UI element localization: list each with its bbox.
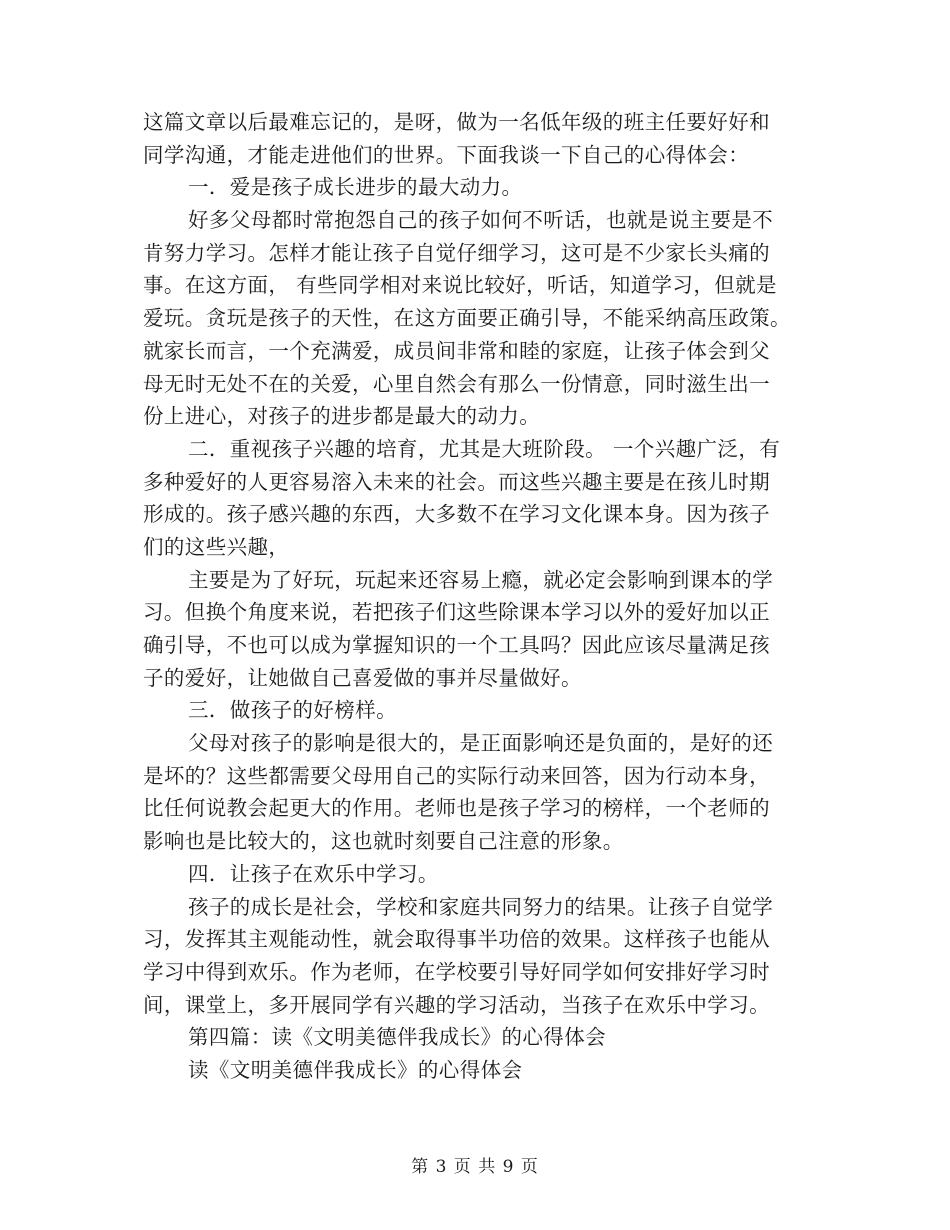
page-number-footer: 第 3 页 共 9 页 <box>411 1157 539 1177</box>
text-line: 习，发挥其主观能动性，就会取得事半功倍的效果。这样孩子也能从 <box>143 927 770 952</box>
text-line: 好多父母都时常抱怨自己的孩子如何不听话，也就是说主要是不 <box>188 208 774 233</box>
text-line: 习。但换个角度来说，若把孩子们这些除课本学习以外的爱好加以正 <box>143 600 770 625</box>
text-line: 一．爱是孩子成长进步的最大动力。 <box>188 175 523 200</box>
text-line: 三．做孩子的好榜样。 <box>188 698 397 723</box>
text-line: 形成的。孩子感兴趣的东西，大多数不在学习文化课本身。因为孩子 <box>143 502 770 527</box>
text-line: 确引导，不也可以成为掌握知识的一个工具吗？因此应该尽量满足孩 <box>143 633 770 657</box>
text-line: 比任何说教会起更大的作用。老师也是孩子学习的榜样，一个老师的 <box>143 796 770 821</box>
text-line: 二．重视孩子兴趣的培育，尤其是大班阶段。 一个兴趣广泛，有 <box>188 436 781 461</box>
text-line: 学习中得到欢乐。作为老师，在学校要引导好同学如何安排好学习时 <box>143 959 770 984</box>
text-line: 就家长而言，一个充满爱，成员间非常和睦的家庭，让孩子体会到父 <box>143 338 770 363</box>
text-line: 父母对孩子的影响是很大的，是正面影响还是负面的，是好的还 <box>188 731 774 756</box>
text-line: 主要是为了好玩，玩起来还容易上瘾，就必定会影响到课本的学 <box>188 567 774 592</box>
text-line: 事。在这方面， 有些同学相对来说比较好，听话，知道学习，但就是 <box>143 273 777 298</box>
text-line: 四．让孩子在欢乐中学习。 <box>188 861 439 886</box>
text-line: 这篇文章以后最难忘记的，是呀，做为一名低年级的班主任要好好和 <box>143 110 770 134</box>
text-line: 肯努力学习。怎样才能让孩子自觉仔细学习，这可是不少家长头痛的 <box>143 240 770 265</box>
text-line: 是坏的？这些都需要父母用自己的实际行动来回答，因为行动本身， <box>143 763 770 788</box>
text-line: 读《文明美德伴我成长》的心得体会 <box>188 1057 523 1082</box>
text-line: 孩子的成长是社会，学校和家庭共同努力的结果。让孩子自觉学 <box>188 894 774 919</box>
text-line: 份上进心，对孩子的进步都是最大的动力。 <box>143 404 541 429</box>
text-line: 子的爱好，让她做自己喜爱做的事并尽量做好。 <box>143 665 582 690</box>
text-line: 爱玩。贪玩是孩子的天性，在这方面要正确引导，不能采纳高压政策。 <box>143 306 791 331</box>
text-line: 母无时无处不在的关爱，心里自然会有那么一份情意，同时滋生出一 <box>143 371 770 396</box>
document-body <box>143 106 811 1087</box>
text-line: 第四篇：读《文明美德伴我成长》的心得体会 <box>188 1025 606 1050</box>
text-line: 影响也是比较大的，这也就时刻要自己注意的形象。 <box>143 829 624 854</box>
text-line: 多种爱好的人更容易溶入未来的社会。而这些兴趣主要是在孩儿时期 <box>143 469 770 494</box>
text-line: 间，课堂上，多开展同学有兴趣的学习活动，当孩子在欢乐中学习。 <box>143 992 770 1017</box>
text-line: 们的这些兴趣， <box>143 534 290 559</box>
text-line: 同学沟通，才能走进他们的世界。下面我谈一下自己的心得体会： <box>143 142 750 167</box>
